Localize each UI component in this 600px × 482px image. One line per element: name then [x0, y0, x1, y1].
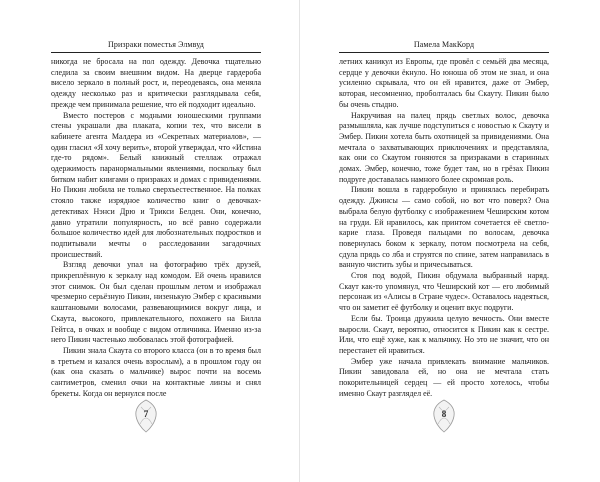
- left-folio-ornament: [131, 398, 161, 434]
- right-page: [300, 0, 600, 482]
- right-paragraph-5: Если бы. Троица дружила целую вечность. Они вместе выросли. Скаут, вероятно, относится к Пикин как к сестре. Или, что ещё хуже, как к мальчику. Но это не значит, что он перестанет ей нравиться.: [339, 313, 549, 355]
- left-paragraph-2: Вместо постеров с модными юношескими группами стены украшали два плаката, копии тех, что висели в кабинете агента Малдера из «Секретных материалов», — один гласил «Я хочу верить», второй утверждал, что «Истина где-то рядом». Белый книжный стеллаж отражал одержимость паранормальными явлениями, поскольку был битком набит книгами о призраках и домах с привидениями. Но Пикин любила не только сверхъестественное. На полках стояло также изрядное количество книг о девочках-детективах Нэнси Дрю и Трикси Белден. Они, конечно, давно утратили популярность, но всё равно содержали большое количество идей для любознательных подростков и подпитывали мечты о расследовании загадочных происшествий.: [51, 110, 261, 259]
- right-paragraph-2: Накручивая на палец прядь светлых волос, девочка размышляла, как лучше подступиться с новостью к Скауту и Эмбер. Пикин хотела быть охотницей за привидениями. Она мечтала о захватывающих приключениях и представляла, как они со Скаутом гоняются за призраками в старинных домах. Эмбер, конечно, тоже будет там, но в грёзах Пикин подругe доставалась намного более скромная роль.: [339, 110, 549, 184]
- right-paragraph-1: летних каникул из Европы, где провёл с семьёй два месяца, сердце у девочки ёкнуло. Но юноша об этом не знал, и она усиленно скрывала, что он ей нравится, даже от Эмбер, которая, несомненно, проболталась бы Скауту. Пикин было бы очень стыдно.: [339, 57, 549, 109]
- right-paragraph-4: Стоя под водой, Пикин обдумала выбранный наряд. Скаут как-то упомянул, что Чеширский кот — его любимый персонаж из «Алисы в Стране чудес». Оставалось надеяться, что он заметит её футболку и оценит вкус подруги.: [339, 271, 549, 313]
- right-paragraph-6: Эмбер уже начала привлекать внимание мальчиков. Пикин завидовала ей, но она не мечтала стать покорительницей сердец — ей просто хотелось, чтобы именно Скаут разглядел её.: [339, 356, 549, 398]
- left-running-header: Призраки поместья Элмвуд: [108, 40, 204, 49]
- left-paragraph-4: Пикин знала Скаута со второго класса (он в то время был в третьем и казался очень взрослым), а в прошлом году он (как она сказать о мальчике) вырос почти на восемь сантиметров, сменил очки на контактные линзы и снял брекеты. Когда он вернулся после: [51, 345, 261, 398]
- right-header-rule: [339, 52, 549, 53]
- left-body-text: [51, 57, 261, 400]
- left-paragraph-1: никогда не бросала на пол одежду. Девочка тщательно следила за своим внешним видом. На дверце гардероба висело зеркало в полный рост, и, переодеваясь, она меняла одежду несколько раз и критически разглядывала себя, прежде чем принимала решение, что ей подходит идеально.: [51, 57, 261, 109]
- right-paragraph-3: Пикин вошла в гардеробную и принялась перебирать одежду. Джинсы — само собой, но вот что поверх? Она выбрала белую футболку с изображением Чеширским котом на груди. Ей нравилось, как принтом сочетается её светло-карие глаза. Проведя пальцами по волосам, девочка повернулась боком к зеркалу, потом посмотрела на себя, сдула прядь со лба и струятся по спине, затем направилась в ванную чистить зубы и причесываться.: [339, 185, 549, 270]
- right-running-header: Памела МакКорд: [413, 40, 475, 49]
- left-header-rule: [51, 52, 261, 53]
- left-page-number: 7: [143, 409, 149, 419]
- right-body-text: [339, 57, 549, 400]
- right-folio-ornament: [429, 398, 459, 434]
- right-page-number: 8: [441, 409, 447, 419]
- left-paragraph-3: Взгляд девочки упал на фотографию трёх друзей, прикреплённую к зеркалу над комодом. Ей очень нравился этот снимок. Он был сделан прошлым летом и изображал чрезмерно серьёзную Пикин, низенькую Эмбер с красивыми каштановыми волосами, развевающимися вокруг лица, и Скаута, высокого, привлекательного, похожего на Билла Гейтса, в очках и вообще с видом отличника. Именно из-за него Пикин частенько любовалась этой фотографией.: [51, 260, 261, 345]
